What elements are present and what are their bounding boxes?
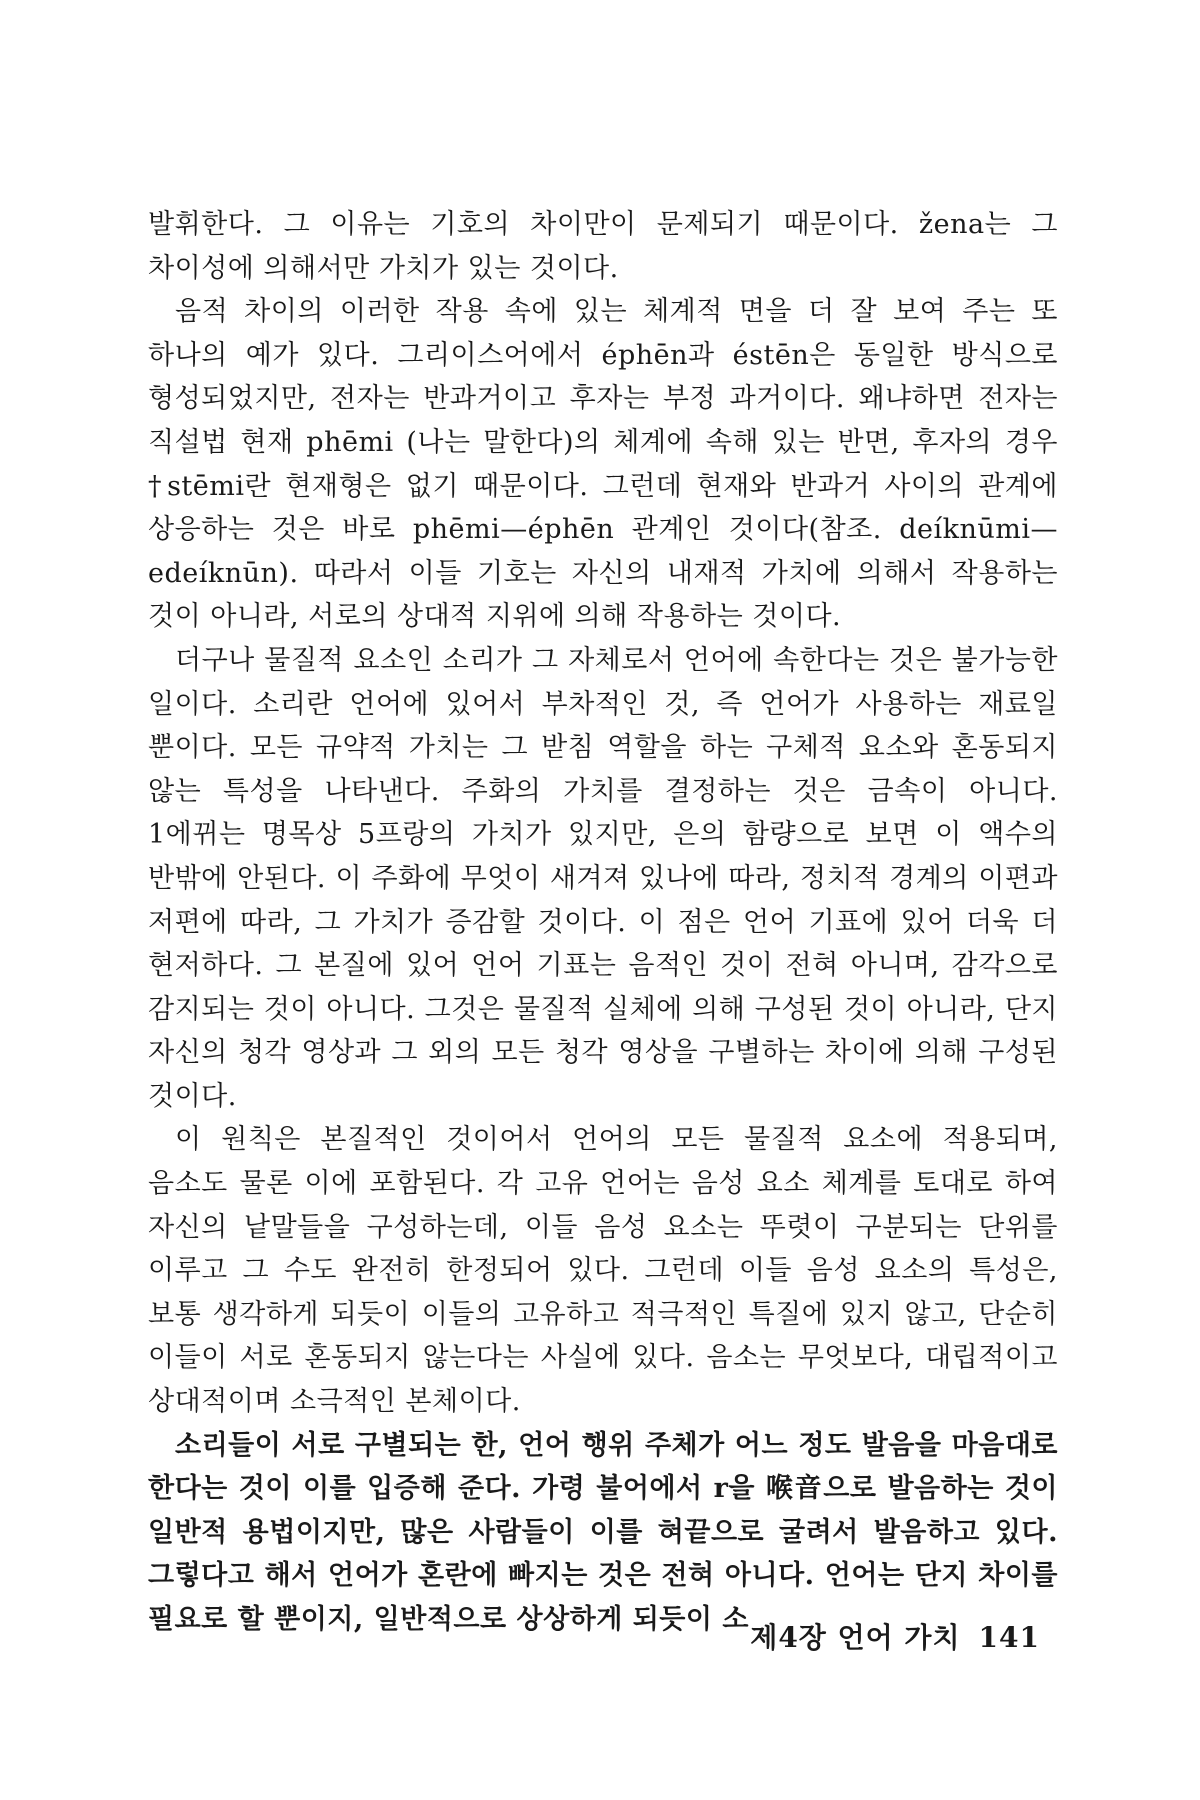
paragraph-2: 음적 차이의 이러한 작용 속에 있는 체계적 면을 더 잘 보여 주는 또 하나의 예가 있다. 그리이스어에서 éphēn과 éstēn은 동일한 방식으로 형성되었지만, 전자는 반과거이고 후자는 부정 과거이다. 왜냐하면 전자는 직설법 현재 phēmi (나는 말한다)의 체계에 속해 있는 반면, 후자의 경우 †stēmi란 현재형은 없기 때문이다. 그런데 현재와 반과거 사이의 관계에 상응하는 것은 바로 phēmi—éphēn 관계인 것이다(참조. deíknūmi—edeíknūn). 따라서 이들 기호는 자신의 내재적 가치에 의해서 작용하는 것이 아니라, 서로의 상대적 지위에 의해 작용하는 것이다. bbox=[148, 296, 1058, 633]
chapter-title: 제4장 언어 가치 bbox=[750, 1621, 961, 1654]
body-text bbox=[148, 203, 1058, 1642]
page-number: 141 bbox=[978, 1621, 1040, 1654]
paragraph-4: 이 원칙은 본질적인 것이어서 언어의 모든 물질적 요소에 적용되며, 음소도 물론 이에 포함된다. 각 고유 언어는 음성 요소 체계를 토대로 하여 자신의 낱말들을 구성하는데, 이들 음성 요소는 뚜렷이 구분되는 단위를 이루고 그 수도 완전히 한정되어 있다. 그런데 이들 음성 요소의 특성은, 보통 생각하게 되듯이 이들의 고유하고 적극적인 특질에 있지 않고, 단순히 이들이 서로 혼동되지 않는다는 사실에 있다. 음소는 무엇보다, 대립적이고 상대적이며 소극적인 본체이다. bbox=[148, 1124, 1058, 1418]
running-footer bbox=[750, 1616, 1040, 1656]
paragraph-1: 발휘한다. 그 이유는 기호의 차이만이 문제되기 때문이다. ženа는 그 차이성에 의해서만 가치가 있는 것이다. bbox=[148, 209, 1058, 284]
paragraph-3: 더구나 물질적 요소인 소리가 그 자체로서 언어에 속한다는 것은 불가능한 일이다. 소리란 언어에 있어서 부차적인 것, 즉 언어가 사용하는 재료일 뿐이다. 모든 규약적 가치는 그 받침 역할을 하는 구체적 요소와 혼동되지 않는 특성을 나타낸다. 주화의 가치를 결정하는 것은 금속이 아니다. 1에뀌는 명목상 5프랑의 가치가 있지만, 은의 함량으로 보면 이 액수의 반밖에 안된다. 이 주화에 무엇이 새겨져 있나에 따라, 정치적 경계의 이편과 저편에 따라, 그 가치가 증감할 것이다. 이 점은 언어 기표에 있어 더욱 더 현저하다. 그 본질에 있어 언어 기표는 음적인 것이 전혀 아니며, 감각으로 감지되는 것이 아니다. 그것은 물질적 실체에 의해 구성된 것이 아니라, 단지 자신의 청각 영상과 그 외의 모든 청각 영상을 구별하는 차이에 의해 구성된 것이다. bbox=[148, 644, 1058, 1112]
paragraph-5: 소리들이 서로 구별되는 한, 언어 행위 주체가 어느 정도 발음을 마음대로 한다는 것이 이를 입증해 준다. 가령 불어에서 r을 喉音으로 발음하는 것이 일반적 용법이지만, 많은 사람들이 이를 혀끝으로 굴려서 발음하고 있다. 그렇다고 해서 언어가 혼란에 빠지는 것은 전혀 아니다. 언어는 단지 차이를 필요로 할 뿐이지, 일반적으로 상상하게 되듯이 소 bbox=[148, 1429, 1058, 1635]
